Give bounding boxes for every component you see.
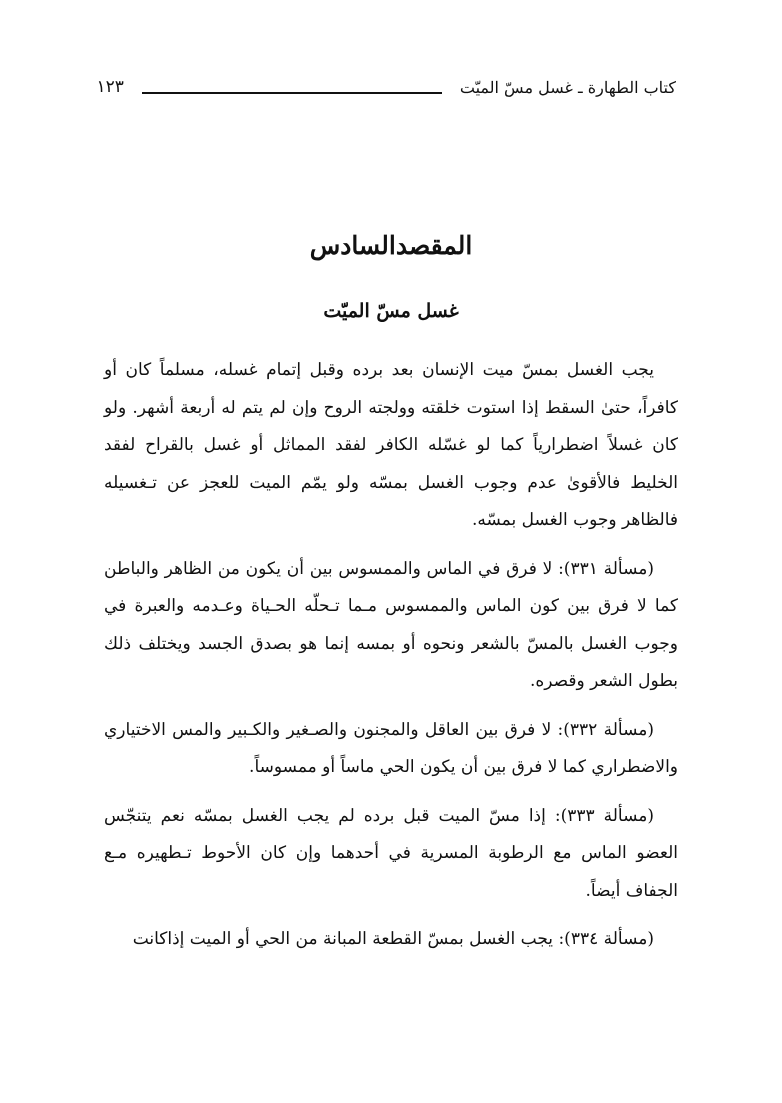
section-subtitle: غسل مسّ الميّت bbox=[323, 299, 459, 322]
paragraph-issue-333: (مسألة ٣٣٣): إذا مسّ الميت قبل برده لم يجب الغسل بمسّه نعم يتنجّس العضو الماس مع الرطوبة المسرية في أحدهما وإن كان الأحوط تـطهيره مـع الجفاف أيضاً. bbox=[104, 805, 678, 901]
section-title: المقصدالسادس bbox=[309, 230, 473, 260]
paragraph-intro: يجب الغسل بمسّ ميت الإنسان بعد برده وقبل إتمام غسله، مسلماً كان أو كافراً، حتىٰ السقط إذا استوت خلقته وولجته الروح وإن لم يتم له أربعة أشهر. ولو كان غسلاً اضطرارياً كما لو غسّله الكافر لفقد المماثل أو غسل بالقراح لفقد الخليط فالأقوىٰ عدم وجوب الغسل بمسّه ولو يمّم الميت للعجز عن تـغسيله فالظاهر وجوب الغسل بمسّه. bbox=[104, 360, 678, 530]
paragraph-issue-331: (مسألة ٣٣١): لا فرق في الماس والممسوس بين أن يكون من الظاهر والباطن كما لا فرق بين كون الماس والممسوس مـما تـحلّه الحـياة وعـدمه والعبرة في وجوب الغسل بالمسّ بالشعر ونحوه أو بمسه إنما هو بصدق الجسد ويختلف ذلك بطول الشعر وقصره. bbox=[104, 558, 678, 691]
running-title: كتاب الطهارة ـ غسل مسّ الميّت bbox=[459, 77, 676, 97]
running-header bbox=[96, 72, 676, 102]
body-text bbox=[104, 352, 678, 970]
page-number: ١٢٣ bbox=[96, 77, 124, 97]
header-rule bbox=[142, 92, 442, 94]
paragraph-issue-332: (مسألة ٣٣٢): لا فرق بين العاقل والمجنون والصـغير والكـبير والمس الاختياري والاضطراري كما لا فرق بين أن يكون الحي ماساً أو ممسوساً. bbox=[104, 719, 678, 777]
paragraph-issue-334: (مسألة ٣٣٤): يجب الغسل بمسّ القطعة المبانة من الحي أو الميت إذاكانت bbox=[132, 929, 654, 949]
